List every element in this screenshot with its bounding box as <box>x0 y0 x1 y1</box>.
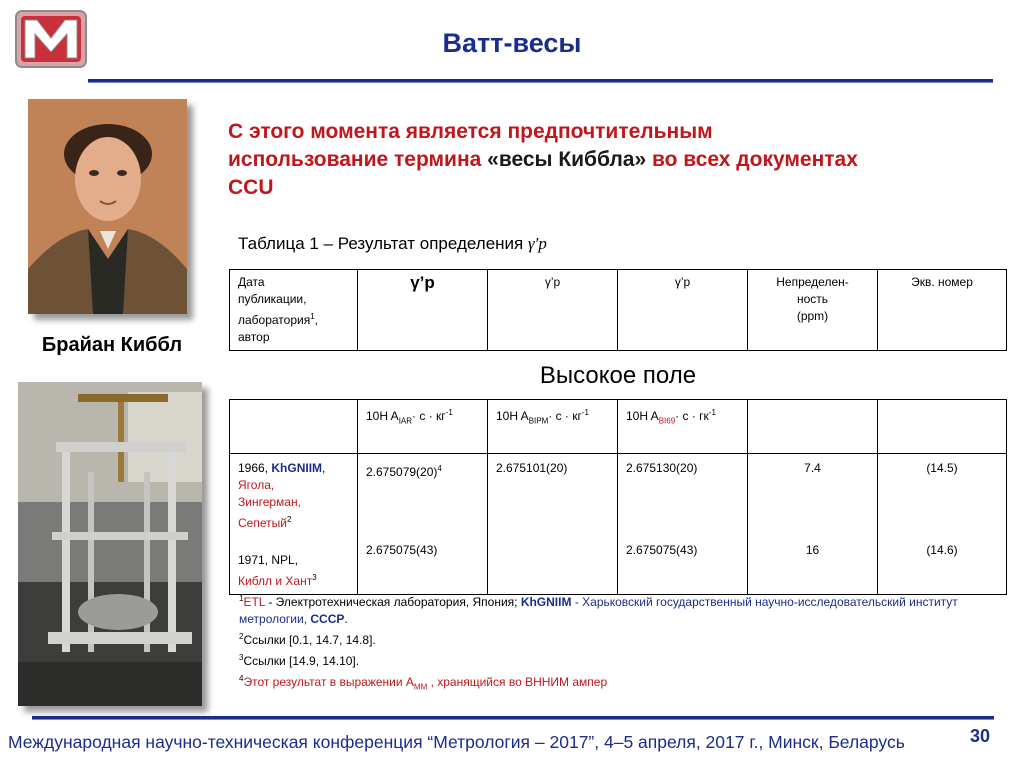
page-title: Ватт-весы <box>442 28 582 58</box>
table-header <box>229 269 1007 351</box>
units-row <box>230 400 1007 454</box>
header-divider <box>88 79 993 83</box>
unit-iar: 10H $A_{IAR}\cdot c \cdot кг^{-1}$ <box>358 400 488 454</box>
table-caption-text: Таблица 1 – Результат определения <box>238 234 528 253</box>
watt-balance-photo <box>18 382 202 706</box>
portrait-photo <box>28 99 187 314</box>
row-value-iar: $2.675079(20)^4$ 2.675075(43) <box>358 454 488 595</box>
high-field-heading: Высокое поле <box>539 362 697 389</box>
row-eq: (14.5) (14.6) <box>878 454 1007 595</box>
row-value-bipm: 2.675101(20) <box>488 454 618 595</box>
table-row <box>230 454 1007 595</box>
header-col-gamma2: γ’p <box>488 270 618 351</box>
footnote-2: $^2$Ссылки [0.1, 14.7, 14.8]. <box>239 632 376 647</box>
headline-kibble-term: «весы Киббла» <box>487 148 647 171</box>
footer-text: Международная научно-техническая конференция “Метрология – 2017”, 4–5 апреля, 2017 г., Минск, Беларусь <box>8 732 905 752</box>
footnote-3: $^3$Ссылки [14.9, 14.10]. <box>239 653 360 668</box>
gamma-symbol: γ′p <box>527 234 547 253</box>
headline <box>228 118 878 202</box>
unit-bi69: 10H $A_{BI69}\cdot c \cdot гк^{-1}$ <box>618 400 748 454</box>
headline-part1: С этого момента является предпочтительным использование термина <box>228 120 713 171</box>
footer-divider <box>32 716 994 720</box>
unit-bipm: 10H $A_{BIPM}\cdot c \cdot кг^{-1}$ <box>488 400 618 454</box>
header-col-uncertainty: Непределен- ность (ppm) <box>748 270 878 351</box>
headline-part3: во всех документах CCU <box>228 148 858 199</box>
header-col-gamma1: γ’p <box>358 270 488 351</box>
header-col-eq: Экв. номер <box>878 270 1007 351</box>
footnote-1: $^1$ETL - Электротехническая лаборатория, Япония; KhGNIIM - Харьковский государственный научно-исследовательский институт метрологии, СССР. <box>239 594 958 626</box>
portrait-caption: Брайан Киббл <box>41 334 183 356</box>
row-uncertainty: 7.4 16 <box>748 454 878 595</box>
header-col-date: Дата публикации, лаборатория$^1$, автор <box>230 270 358 351</box>
results-table <box>229 399 1007 595</box>
row-value-bi69: 2.675130(20) 2.675075(43) <box>618 454 748 595</box>
footnote-4: $^4$Этот результат в выражении $A_{MM}$ , хранящийся во ВННИМ ампер <box>239 674 608 692</box>
header-col-gamma3: γ’p <box>618 270 748 351</box>
row-lab-cell: 1966, KhGNIIM, Ягола, Зингерман, Сепетый$^2$ 1971, NPL, Киблл и Хант$^3$ <box>230 454 358 595</box>
page-number: 30 <box>970 726 991 746</box>
footnotes <box>239 590 959 695</box>
table-caption <box>238 234 547 254</box>
